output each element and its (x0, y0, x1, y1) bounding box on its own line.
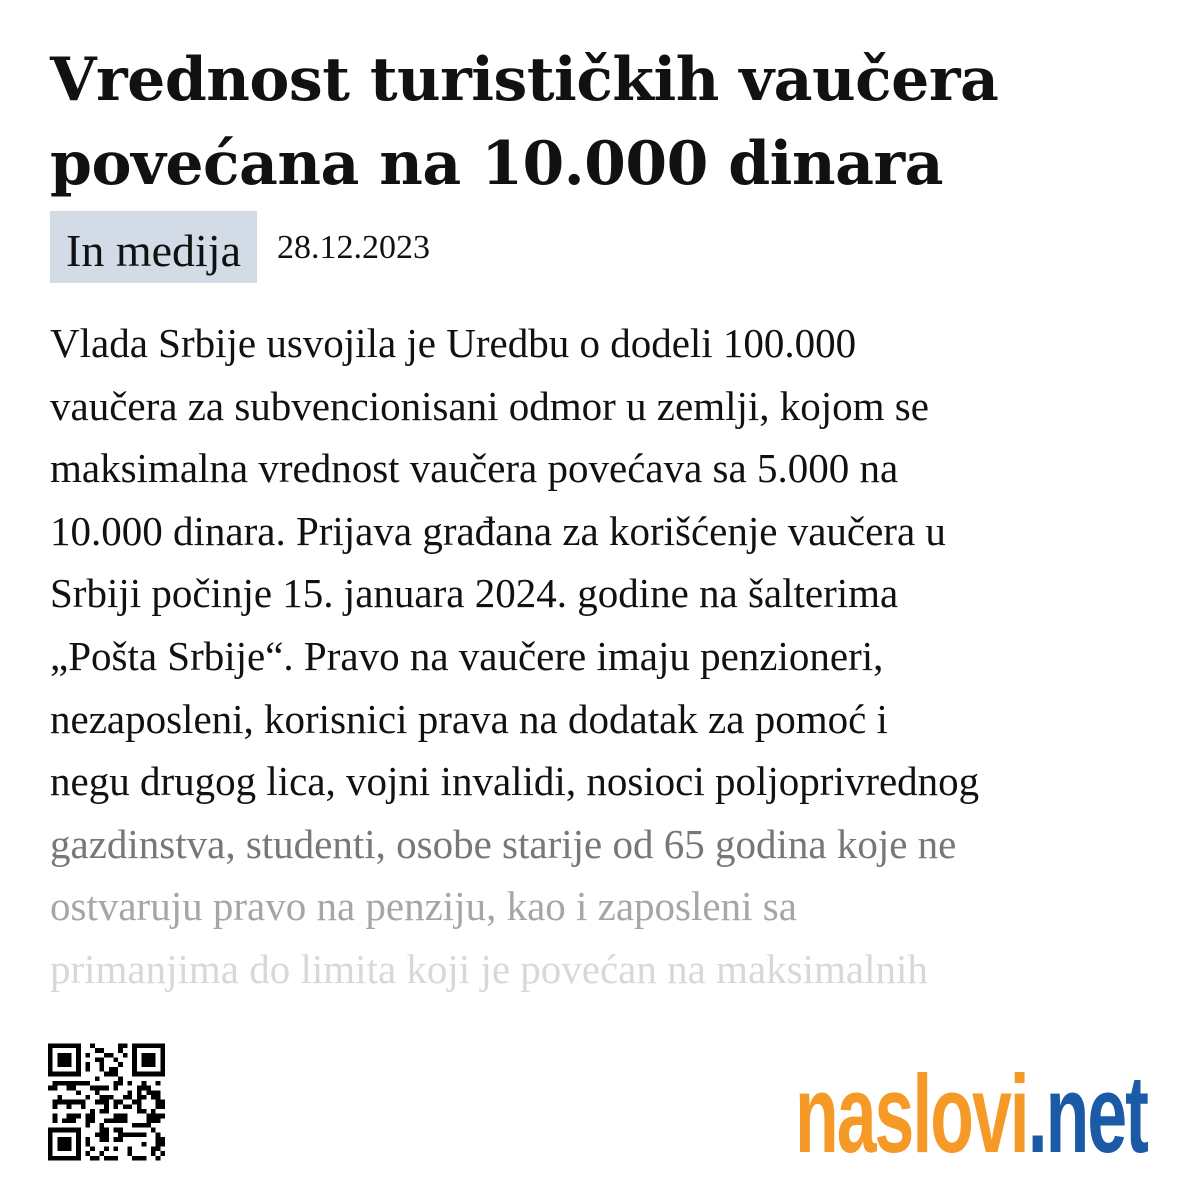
naslovi-logo[interactable] (795, 1055, 1147, 1175)
article-title (50, 38, 1160, 206)
logo-text-net: .net (1027, 1053, 1148, 1176)
article-body (50, 312, 1170, 1001)
source-badge[interactable]: In medija (50, 211, 257, 283)
body-line: primanjima do limita koji je povećan na maksimalnih (50, 945, 928, 992)
body-line: vaučera za subvencionisani odmor u zemlji, kojom se (50, 382, 929, 429)
body-line: negu drugog lica, vojni invalidi, nosioci poljoprivrednog (50, 758, 980, 805)
title-line: povećana na 10.000 dinara (50, 129, 943, 199)
body-line: gazdinstva, studenti, osobe starije od 65 godina koje ne (50, 820, 957, 867)
title-line: Vrednost turističkih vaučera (50, 45, 999, 115)
article-meta (50, 211, 430, 283)
body-line: nezaposleni, korisnici prava na dodatak za pomoć i (50, 695, 888, 742)
body-line: ostvaruju pravo na penziju, kao i zaposleni sa (50, 883, 797, 930)
body-line: Srbiji počinje 15. januara 2024. godine na šalterima (50, 570, 899, 617)
logo-text-naslovi: naslovi (795, 1053, 1028, 1176)
body-line: maksimalna vrednost vaučera povećava sa 5.000 na (50, 445, 899, 492)
body-line: „Pošta Srbije“. Pravo na vaučere imaju penzioneri, (50, 632, 884, 679)
body-line: Vlada Srbije usvojila je Uredbu o dodeli 100.000 (50, 320, 857, 366)
body-line: 10.000 dinara. Prijava građana za korišćenje vaučera u (50, 507, 946, 554)
qr-code-icon (48, 1040, 165, 1164)
publish-date: 28.12.2023 (277, 229, 430, 266)
